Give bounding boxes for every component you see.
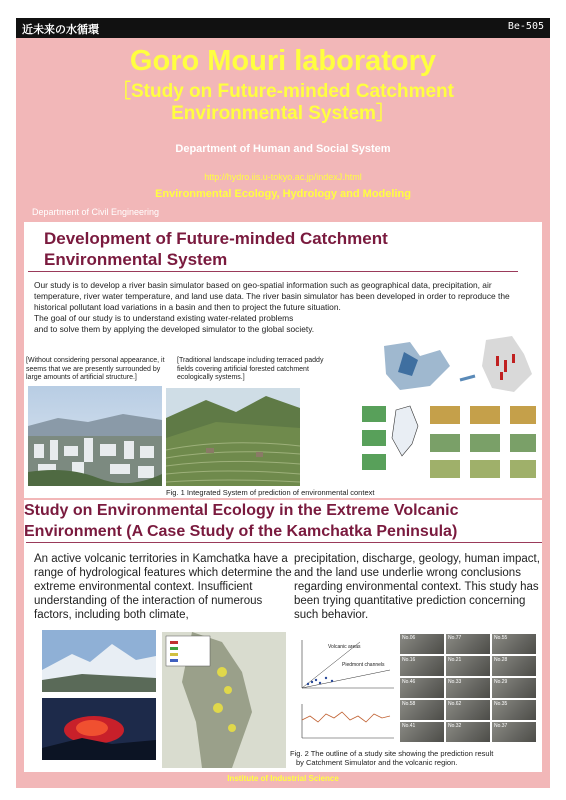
- institute-footer: Institute of Industrial Science: [227, 774, 339, 783]
- thumbnail-label: No.21: [448, 657, 462, 663]
- thumbnail-label: No.46: [402, 679, 416, 685]
- thumbnail-label: No.28: [494, 657, 508, 663]
- thumbnail-grid: [400, 634, 540, 746]
- subtitle-line2: Environmental System］: [171, 103, 395, 124]
- city-photo: [28, 386, 162, 486]
- thumbnail-label: No.16: [402, 657, 416, 663]
- thumbnail-item: [446, 656, 490, 676]
- thumbnail-label: No.35: [494, 701, 508, 707]
- dept-civil: Department of Civil Engineering: [32, 207, 160, 217]
- thumbnail-label: No.29: [494, 679, 508, 685]
- thumbnail-item: [446, 678, 490, 698]
- paddy-photo: [166, 388, 300, 486]
- thumbnail-item: [446, 700, 490, 720]
- thumbnail-label: No.37: [494, 723, 508, 729]
- thumbnail-label: No.32: [448, 723, 462, 729]
- top-bar: [16, 18, 550, 38]
- thumbnail-item: [400, 656, 444, 676]
- poster-header: [16, 44, 550, 200]
- plot-label-piedmont: Piedmont channels: [342, 662, 385, 668]
- thumbnail-label: No.06: [402, 635, 416, 641]
- section1-para1: Our study is to develop a river basin simulator based on geo-spatial information such as geographical data, precipitation, air temperature, river water temperature, and land use data. The river basin simulator has been developed in order to reproduce the historical pollutant load variations in a basin and then to project the future situation.: [34, 280, 510, 312]
- thumbnail-label: No.55: [494, 635, 508, 641]
- section2-left-text: An active volcanic territories in Kamchatka have a range of hydrological features which determine the extreme environmental context. Insufficient understanding of the interaction of numerous factors, including both climate,: [34, 553, 292, 621]
- thumbnail-label: No.41: [402, 723, 416, 729]
- department: Department of Human and Social System: [175, 143, 391, 155]
- thumbnail-label: No.58: [402, 701, 416, 707]
- subtitle-line1: ［Study on Future-minded Catchment: [111, 81, 454, 102]
- thumbnail-item: [492, 656, 536, 676]
- section2-rule: [26, 542, 542, 543]
- thumbnail-label: No.77: [448, 635, 462, 641]
- scatter-plots: [290, 634, 398, 746]
- lab-url[interactable]: http://hydro.iis.u-tokyo.ac.jp/indexJ.html: [204, 172, 362, 182]
- volcano-landscape-photo: [42, 630, 156, 692]
- eruption-photo: [42, 698, 156, 760]
- thumbnail-item: [400, 634, 444, 654]
- section1-para2-line2: and to solve them by applying the developed simulator to the global society.: [34, 324, 315, 334]
- photo-caption-left: [Without considering personal appearance, it seems that we are presently surrounded by large amounts of artificial structure.]: [26, 357, 165, 381]
- section2-heading: Study on Environmental Ecology in the Extreme Volcanic Environment (A Case Study of the Kamchatka Peninsula): [24, 502, 459, 540]
- plot-label-volcanic: Volcanic areas: [328, 644, 361, 650]
- integrated-system-diagram: [300, 326, 540, 486]
- thumbnail-item: [492, 678, 536, 698]
- thumbnail-item: [492, 634, 536, 654]
- thumbnail-label: No.62: [448, 701, 462, 707]
- section1-rule: [28, 271, 518, 272]
- section1-heading: Development of Future-minded Catchment Environmental System: [44, 229, 388, 269]
- thumbnail-item: [492, 722, 536, 742]
- event-title: 近未来の水循環: [22, 23, 99, 36]
- thumbnail-item: [446, 634, 490, 654]
- section2-right-text: precipitation, discharge, geology, human impact, and the land use underlie wrong conclusions regarding environmental context. This study has been trying quantitative prediction concerning such behavior.: [294, 553, 540, 621]
- lab-title: Goro Mouri laboratory: [129, 45, 437, 77]
- kamchatka-map: [162, 632, 286, 768]
- booth-number: Be-505: [507, 21, 544, 32]
- research-fields: Environmental Ecology, Hydrology and Modeling: [155, 188, 411, 200]
- thumbnail-item: [400, 700, 444, 720]
- figure1-caption: Fig. 1 Integrated System of prediction of environmental context: [166, 488, 375, 497]
- figure2-caption: Fig. 2 The outline of a study site showing the prediction result by Catchment Simulator and the volcanic region.: [290, 749, 494, 767]
- thumbnail-item: [492, 700, 536, 720]
- thumbnail-item: [400, 678, 444, 698]
- section1-para2-line1: The goal of our study is to understand existing water-related problems: [34, 313, 294, 323]
- thumbnail-item: [446, 722, 490, 742]
- photo-caption-right: [Traditional landscape including terraced paddy fields covering artificial forested catchment ecologically systems.]: [177, 357, 324, 381]
- thumbnail-item: [400, 722, 444, 742]
- thumbnail-label: No.33: [448, 679, 462, 685]
